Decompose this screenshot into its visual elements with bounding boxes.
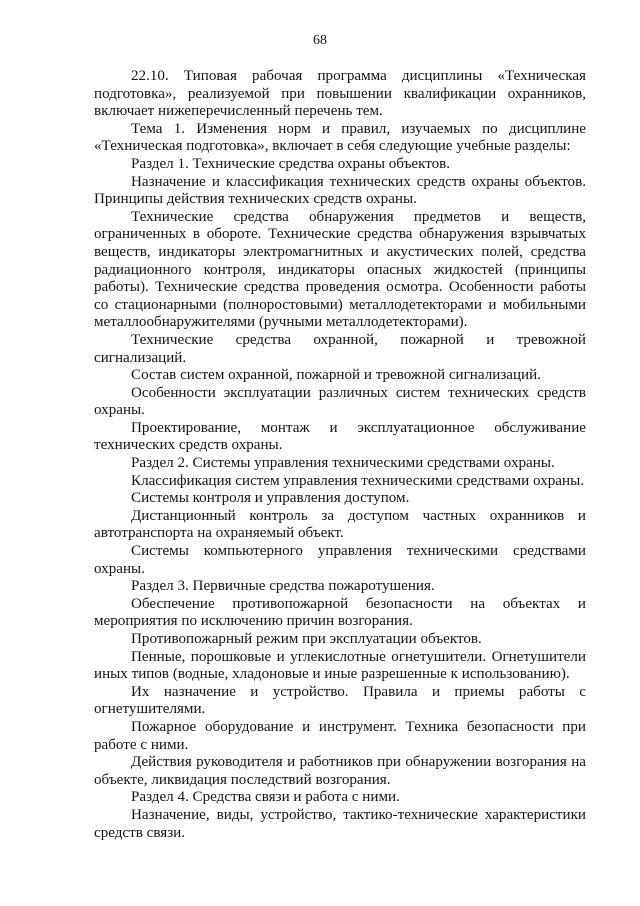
paragraph-22-10-intro: 22.10. Типовая рабочая программа дисциплины «Техническая подготовка», реализуемой при повышении квалификации охранников, включает нижеперечисленный перечень тем. [94, 68, 586, 120]
paragraph: Классификация систем управления техническими средствами охраны. [131, 472, 584, 489]
paragraph-topic-1: Тема 1. Изменения норм и правил, изучаемых по дисциплине «Техническая подготовка», включает в себя следующие учебные разделы: [94, 120, 586, 155]
document-body [94, 68, 586, 842]
paragraph: Системы компьютерного управления техническими средствами охраны. [94, 543, 586, 577]
paragraph: Дистанционный контроль за доступом частных охранников и автотранспорта на охраняемый объект. [94, 507, 586, 542]
section-3-heading: Раздел 3. Первичные средства пожаротушения. [131, 578, 435, 595]
section-1-heading: Раздел 1. Технические средства охраны объектов. [131, 155, 451, 172]
paragraph: Технические средства охранной, пожарной и тревожной сигнализаций. [94, 331, 586, 366]
paragraph: Состав систем охранной, пожарной и тревожной сигнализаций. [131, 367, 541, 384]
page-number: 68 [313, 33, 327, 48]
section-2-heading: Раздел 2. Системы управления техническими средствами охраны. [131, 455, 555, 472]
paragraph: Назначение, виды, устройство, тактико-технические характеристики средств связи. [94, 806, 586, 841]
paragraph: Действия руководителя и работников при обнаружении возгорания на объекте, ликвидация последствий возгорания. [94, 754, 586, 788]
paragraph: Противопожарный режим при эксплуатации объектов. [131, 631, 482, 647]
paragraph: Системы контроля и управления доступом. [131, 490, 410, 507]
paragraph: Технические средства обнаружения предметов и веществ, ограниченных в обороте. Технические средства обнаружения взрывчатых веществ, индикаторы электромагнитных и акустических полей, средства радиационного контроля, индикаторы опасных жидкостей (принципы работы). Технические средства проведения осмотра. Особенности работы со стационарными (полноростовыми) металлодетекторами и мобильными металлообнаружителями (ручными металлодетекторами). [94, 208, 586, 331]
paragraph: Пенные, порошковые и углекислотные огнетушители. Огнетушители иных типов (водные, хладоновые и иные разрешенные к использованию). [94, 648, 586, 683]
paragraph: Обеспечение противопожарной безопасности на объектах и мероприятия по исключению причин возгорания. [94, 595, 586, 630]
paragraph: Пожарное оборудование и инструмент. Техника безопасности при работе с ними. [94, 718, 586, 753]
paragraph: Их назначение и устройство. Правила и приемы работы с огнетушителями. [94, 683, 586, 718]
section-4-heading: Раздел 4. Средства связи и работа с ними. [131, 789, 400, 806]
paragraph: Проектирование, монтаж и эксплуатационное обслуживание технических средств охраны. [94, 419, 586, 454]
paragraph: Назначение и классификация технических средств охраны объектов. Принципы действия технических средств охраны. [94, 173, 586, 208]
paragraph: Особенности эксплуатации различных систем технических средств охраны. [94, 384, 586, 419]
